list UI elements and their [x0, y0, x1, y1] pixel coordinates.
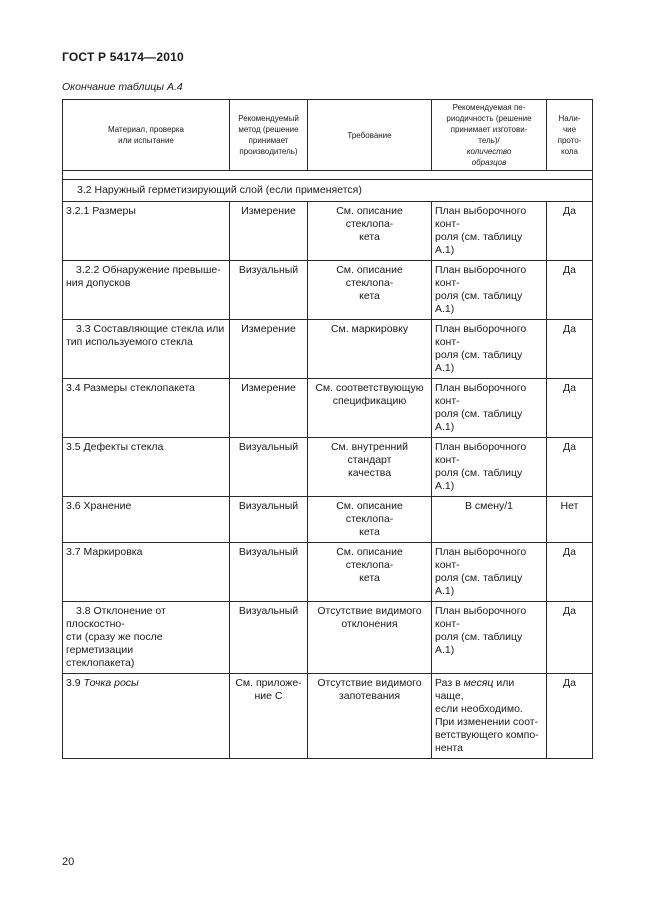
- method-cell: Визуальный: [230, 602, 308, 674]
- material-cell: 3.8 Отклонение от плоскостно- сти (сразу же после герметизации стеклопакета): [63, 602, 230, 674]
- table-row: [63, 602, 593, 674]
- column-header-material: Материал, проверка или испытание: [63, 100, 230, 171]
- table-row: [63, 674, 593, 759]
- requirement-cell: Отсутствие видимого отклонения: [308, 602, 432, 674]
- requirement-cell: См. описание стеклопа- кета: [308, 497, 432, 543]
- frequency-cell: План выборочного конт- роля (см. таблицу А.1): [432, 379, 547, 438]
- method-cell: Визуальный: [230, 438, 308, 497]
- requirement-cell: См. описание стеклопа- кета: [308, 261, 432, 320]
- frequency-italic-part: количество образцов: [466, 147, 512, 167]
- frequency-cell: В смену/1: [432, 497, 547, 543]
- table-row: [63, 202, 593, 261]
- protocol-cell: Да: [547, 543, 593, 602]
- frequency-cell: План выборочного конт- роля (см. таблицу А.1): [432, 602, 547, 674]
- page-number: 20: [62, 856, 75, 868]
- material-cell: 3.4 Размеры стеклопакета: [63, 379, 230, 438]
- material-cell: 3.2.1 Размеры: [63, 202, 230, 261]
- protocol-cell: Да: [547, 674, 593, 759]
- material-italic: Точка росы: [83, 677, 139, 689]
- table-row: [63, 261, 593, 320]
- frequency-cell: План выборочного конт- роля (см. таблицу А.1): [432, 320, 547, 379]
- material-cell: 3.2.2 Обнаружение превыше- ния допусков: [63, 261, 230, 320]
- protocol-cell: Да: [547, 202, 593, 261]
- protocol-cell: Да: [547, 320, 593, 379]
- requirement-cell: См. внутренний стандарт качества: [308, 438, 432, 497]
- material-cell: 3.5 Дефекты стекла: [63, 438, 230, 497]
- method-cell: См. приложе- ние С: [230, 674, 308, 759]
- protocol-cell: Да: [547, 438, 593, 497]
- method-cell: Измерение: [230, 202, 308, 261]
- requirement-cell: См. описание стеклопа- кета: [308, 202, 432, 261]
- table-row: [63, 543, 593, 602]
- protocol-cell: Да: [547, 379, 593, 438]
- protocol-cell: Да: [547, 261, 593, 320]
- column-header-method: Рекомендуемый метод (решение принимает производитель): [230, 100, 308, 171]
- requirement-cell: См. маркировку: [308, 320, 432, 379]
- requirement-cell: См. соответствующую спецификацию: [308, 379, 432, 438]
- material-cell: 3.7 Маркировка: [63, 543, 230, 602]
- frequency-italic: месяц: [463, 677, 494, 689]
- method-cell: Визуальный: [230, 543, 308, 602]
- method-cell: Измерение: [230, 379, 308, 438]
- table-row: [63, 320, 593, 379]
- table-row: [63, 438, 593, 497]
- material-cell: 3.9 Точка росы: [63, 674, 230, 759]
- frequency-cell: План выборочного конт- роля (см. таблицу А.1): [432, 438, 547, 497]
- frequency-cell: План выборочного конт- роля (см. таблицу А.1): [432, 543, 547, 602]
- protocol-cell: Да: [547, 602, 593, 674]
- method-cell: Измерение: [230, 320, 308, 379]
- section-title: 3.2 Наружный герметизирующий слой (если применяется): [63, 180, 593, 202]
- material-cell: 3.6 Хранение: [63, 497, 230, 543]
- requirement-cell: См. описание стеклопа- кета: [308, 543, 432, 602]
- frequency-cell: План выборочного конт- роля (см. таблицу А.1): [432, 202, 547, 261]
- table-caption: Окончание таблицы А.4: [62, 81, 183, 93]
- document-code: ГОСТ Р 54174—2010: [62, 50, 184, 64]
- inspection-table: [62, 99, 593, 759]
- frequency-cell: План выборочного конт- роля (см. таблицу А.1): [432, 261, 547, 320]
- column-header-requirement: Требование: [308, 100, 432, 171]
- column-header-protocol: Нали- чие прото- кола: [547, 100, 593, 171]
- table-row: [63, 379, 593, 438]
- section-row: [63, 180, 593, 202]
- method-cell: Визуальный: [230, 261, 308, 320]
- method-cell: Визуальный: [230, 497, 308, 543]
- table-header-row: [63, 100, 593, 171]
- protocol-cell: Нет: [547, 497, 593, 543]
- requirement-cell: Отсутствие видимого запотевания: [308, 674, 432, 759]
- column-header-frequency: Рекомендуемая пе- риодичность (решение принимает изготови- тель)/ количество образцов: [432, 100, 547, 171]
- material-cell: 3.3 Составляющие стекла или тип используемого стекла: [63, 320, 230, 379]
- table-row: [63, 497, 593, 543]
- frequency-cell: Раз в месяц или чаще, если необходимо. При изменении соот- ветствующего компо- нента: [432, 674, 547, 759]
